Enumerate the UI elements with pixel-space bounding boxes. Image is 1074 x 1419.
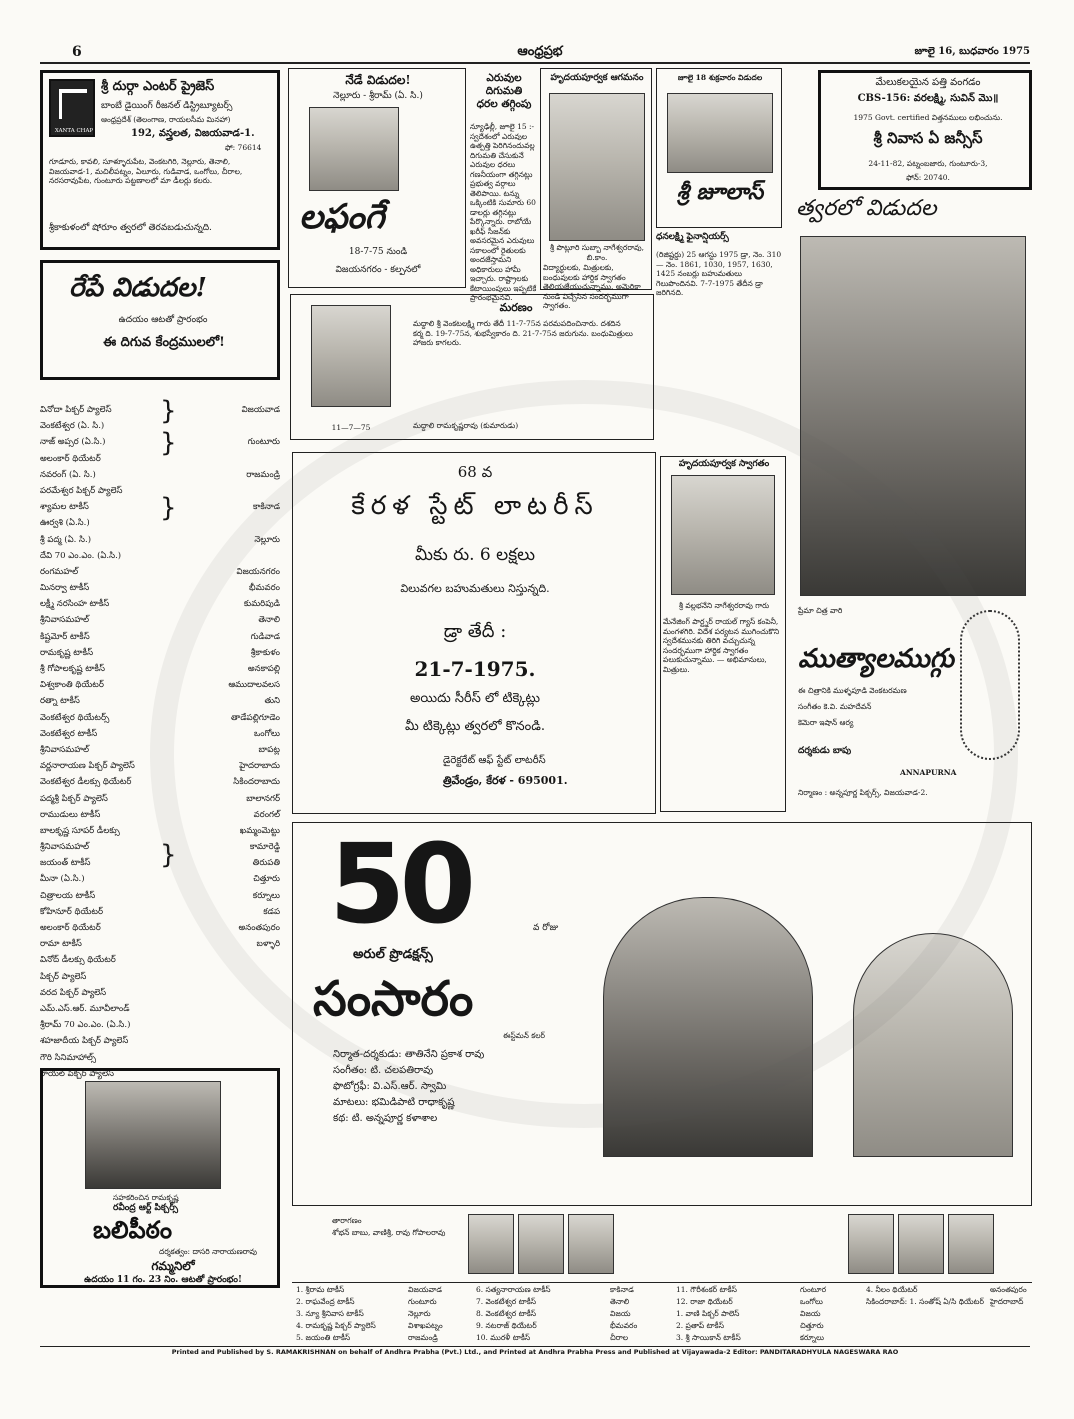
cbs-line3: 1975 Govt. certified విత్తనములు లభించును.	[853, 113, 1003, 122]
theatre-name: వెంకటేశ్వర టాకీస్	[40, 728, 98, 739]
maranam-ad	[290, 294, 654, 440]
balipeetham-title: బలిపీఠం	[93, 1215, 173, 1244]
theatre-name: కోహినూర్ థియేటర్	[40, 906, 104, 917]
theatre-city	[210, 1017, 280, 1033]
list-theatre: 10. మురళీ టాకీస్	[476, 1333, 531, 1342]
theatre-city: హైదరాబాదు	[239, 761, 280, 772]
theatre-city: గుడివాడ	[250, 631, 280, 642]
credit-line: ఫొటోగ్రఫీ: వి.ఎస్.ఆర్. స్వామి	[333, 1081, 447, 1092]
list-theatre: 9. నటరాజ్ థియేటర్	[476, 1321, 537, 1330]
cast-photo-3	[568, 1214, 614, 1274]
theatre-row	[40, 807, 280, 823]
list-city: గుంటూరు	[408, 1297, 437, 1306]
theatre-name: రామా టాకీస్	[40, 939, 82, 950]
samsaram-list-2	[476, 1284, 606, 1344]
list-theatre: 4. రామకృష్ణ పిక్చర్ ప్యాలెస్	[296, 1321, 376, 1330]
rekha-line1: ఉదయం ఆటతో ప్రారంభం	[118, 315, 208, 325]
theatre-row	[40, 742, 280, 758]
balipeetham-ad	[40, 1068, 280, 1288]
theatre-name: శ్రీరామ్ 70 ఎం.ఎం. (ఏ.సి.)	[40, 1020, 131, 1031]
credit-line: మాటలు: భమిడిపాటి రాధాకృష్ణ	[333, 1097, 455, 1108]
theatre-name: మినర్వా టాకీస్	[40, 583, 90, 594]
theatre-city	[210, 1050, 280, 1066]
swagatam-ad	[660, 456, 786, 812]
durga-footer: శ్రీకాకుళంలో షోరూం త్వరలో తెరవబడుచున్నది.	[49, 223, 212, 233]
list-city: అనంతపురం	[990, 1285, 1027, 1294]
mutyala-credits3: కెమెరా ఇషాన్ ఆర్య	[798, 718, 854, 727]
theatre-name: వర్ణనారాయణ పిక్చర్ ప్యాలెస్	[40, 761, 135, 772]
list-city: భీమవరం	[610, 1321, 638, 1330]
theatre-row	[40, 580, 280, 596]
rekha-title: రేపే విడుదల!	[69, 273, 207, 303]
theatre-name: వరద పిక్చర్ ప్యాలెస్	[40, 987, 107, 998]
lottery-draw-label: డ్రా తేదీ :	[443, 621, 507, 642]
theatre-row	[40, 467, 280, 483]
theatre-city: తాడేపల్లిగూడెం	[231, 712, 280, 723]
credit-line: నిర్మాత-దర్శకుడు: తాతినేని ప్రకాశ రావు	[333, 1049, 485, 1060]
theatre-row	[40, 758, 280, 774]
list-rule	[292, 1282, 1032, 1283]
cbs-line2: CBS-156: వరలక్ష్మి, సువిన్ మొ॥	[857, 93, 999, 104]
rekha-ad	[40, 260, 280, 380]
hrudaya-title: హృదయపూర్వక ఆగమనం	[550, 73, 644, 83]
maranam-title: మరణం	[499, 301, 533, 314]
theatre-city: నెల్లూరు	[254, 534, 280, 545]
theatre-row	[40, 596, 280, 612]
samsaram-couple-photo	[603, 897, 813, 1157]
cast-photo-6	[948, 1214, 994, 1274]
durga-subtitle: బాంబే డైయింగ్ రీజనల్ డిస్ట్రిబ్యూటర్స్	[101, 101, 233, 111]
list-theatre: సికిందరాబాద్: 1. సంతోష్ ఏ/సి థియేటర్	[866, 1297, 984, 1306]
theatre-city: విజయవాడ	[241, 405, 280, 415]
theatre-row	[40, 1050, 280, 1066]
theatre-city	[210, 515, 280, 531]
mutyala-director: దర్శకుడు బాపు	[798, 746, 852, 756]
theatre-name: చిత్రాలయ టాకీస్	[40, 890, 96, 901]
theatre-city	[210, 969, 280, 985]
balipeetham-banner: రవీంద్ర ఆర్ట్ పిక్చర్స్	[113, 1203, 179, 1213]
list-city: గుంటూర	[800, 1285, 827, 1294]
xanta-logo	[49, 79, 95, 137]
lottery-buy: మీ టిక్కెట్లు త్వరలో కొనండి.	[405, 719, 545, 734]
theatre-city: కామారెడ్డి	[249, 842, 280, 853]
list-theatre: 3. న్యూ శ్రీనివాస టాకీస్	[296, 1309, 364, 1318]
theatre-city: ఆముదాలవలస	[228, 680, 280, 691]
theatre-city: తెనాలి	[258, 615, 280, 626]
durga-address: 192, వస్త్రలత, విజయవాడ-1.	[131, 128, 255, 139]
lottery-number: 68 వ	[457, 463, 493, 481]
footer-imprint: Printed and Published by S. RAMAKRISHNAN on behalf of Andhra Prabha (Pvt.) Ltd., and Printed at Andhra Prabha Press and Published at Vijayawada-2 Editor: PANDITARADHYULA NAGESWARA RAO	[171, 1348, 899, 1356]
mutyala-film-title: ముత్యాలముగ్గు	[798, 644, 954, 674]
theatre-city	[210, 451, 280, 467]
maranam-caption: 11—7—75	[331, 423, 371, 432]
scale-icon	[59, 89, 87, 119]
durga-ad	[40, 70, 280, 250]
theatre-row	[40, 920, 280, 936]
list-theatre: 8. వెంకటేశ్వర టాకీస్	[476, 1309, 537, 1318]
theatre-row	[40, 904, 280, 920]
balipeetham-photo	[85, 1081, 221, 1189]
list-theatre: 2. ప్రతాప్ టాకీస్	[676, 1321, 724, 1330]
list-city: విశాఖపట్నం	[408, 1321, 443, 1330]
lottery-prize: మీకు రు. 6 లక్షలు	[415, 545, 535, 565]
credit-line: సంగీతం: టి. చలపతిరావు	[333, 1065, 434, 1076]
theatre-name: రత్నా టాకీస్	[40, 696, 80, 707]
theatre-city: బళ్ళారి	[256, 939, 280, 950]
theatre-name: వినోదా పిక్చర్ ప్యాలెస్	[40, 405, 112, 415]
lottery-ad	[292, 452, 656, 814]
lakshmi-body: (రిజిష్టర్డు) 25 ఆగస్టు 1975 డ్రా, నెం. 310 — నెం. 1861, 1030, 1957, 1630, 1425 నంబర్లు బహుమతులు గెలుపొందినవి. 7-7-1975 తేదీన డ్రా జరిగినది.	[656, 250, 782, 297]
theatre-name: దేవి 70 ఎం.ఎం. (ఏ.సి.)	[40, 550, 122, 561]
theatre-name: వినోద్ డీలక్సు థియేటర్	[40, 955, 116, 966]
nede-title: నేడే విడుదల!	[345, 73, 411, 87]
theatre-row	[40, 564, 280, 580]
theatre-name: శ్రీనివాసమహల్	[40, 744, 90, 755]
theatre-city	[210, 418, 280, 434]
theatre-row	[40, 612, 280, 628]
list-theatre: 2. రాఘవేంద్ర టాకీస్	[296, 1297, 355, 1306]
theatre-city: బాలానగర్	[246, 793, 280, 804]
theatre-city: అనంతపురం	[238, 923, 280, 933]
samsaram-color: ఈస్ట్‌మన్ కలర్	[503, 1031, 545, 1040]
theatre-city: ఖమ్మంమెట్టు	[239, 825, 280, 836]
samsaram-ad	[292, 822, 1032, 1206]
theatre-city: వరంగల్	[253, 809, 280, 820]
hrudaya-body: విద్యార్థులకు, మిత్రులకు, బంధువులకు హార్దిక స్వాగతం తెలియజేయుచున్నాము. అమెరికా నుండి విచ్చేసిన సందర్భముగా స్వాగతం.	[543, 263, 641, 310]
theatre-city	[210, 483, 280, 499]
theatre-name: లక్ష్మీ నరసింహ టాకీస్	[40, 599, 110, 610]
nede-photo	[309, 107, 399, 191]
xanta-logo-text: XANTA CHAP	[54, 128, 94, 134]
lottery-sign2: త్రివేండ్రం, కేరళ - 695001.	[443, 774, 568, 787]
theatre-city	[210, 1001, 280, 1017]
brace: }	[160, 428, 177, 458]
cast-photo-5	[898, 1214, 944, 1274]
list-theatre: 11. గౌరీశంకర్ టాకీస్	[676, 1285, 737, 1294]
theatre-name: జయంత్ టాకీస్	[40, 858, 91, 869]
list-city: విజయ	[610, 1309, 631, 1318]
theatre-city: శ్రీకాకుళం	[250, 647, 280, 658]
theatre-city: ఒంగోలు	[254, 728, 280, 739]
issue-date: జూలై 16, బుధవారం 1975	[914, 46, 1030, 57]
lottery-draw-date: 21-7-1975.	[414, 657, 536, 681]
theatre-name: మీనా (ఏ.సి.)	[40, 874, 85, 885]
list-city: చిత్తూరు	[800, 1321, 824, 1330]
lakshmi-ad	[656, 232, 782, 454]
mutyala-footer: నిర్మాణం : అన్నపూర్ణ పిక్చర్స్, విజయవాడ-2.	[798, 788, 928, 797]
theatre-name: ఊర్వశి (ఏ.సి.)	[40, 518, 90, 529]
rangoli-icon	[960, 610, 1020, 760]
mutyala-heading: త్వరలో విడుదల	[796, 196, 937, 221]
balipeetham-credits: దర్శకత్వం: దాసరి నారాయణరావు	[159, 1247, 258, 1256]
balipeetham-running: గమ్మనిలో	[151, 1259, 195, 1273]
list-city: విజయవాడ	[408, 1285, 442, 1294]
samsaram-credits	[333, 1047, 593, 1127]
cast-strip	[292, 1210, 1032, 1280]
theatre-city	[210, 952, 280, 968]
theatre-name: పద్మశ్రీ పిక్చర్ ప్యాలెస్	[40, 793, 108, 804]
cast-names: శోభన్ బాబు, వాణిశ్రీ, రావు గోపాలరావు	[332, 1228, 446, 1237]
theatre-city: చిత్తూరు	[253, 874, 280, 885]
theatre-row	[40, 823, 280, 839]
list-city: హైదరాబాద్	[990, 1297, 1024, 1306]
theatre-row	[40, 693, 280, 709]
theatre-row	[40, 1033, 280, 1049]
list-theatre: 1. వాణి పిక్చర్ పాలెస్	[676, 1309, 740, 1318]
theatre-row	[40, 969, 280, 985]
samsaram-number: 50	[329, 820, 471, 948]
balipeetham-credit: సహకరించిన రామకృష్ణ	[113, 1193, 179, 1202]
cbs-name: శ్రీ నివాస ఏ జన్సీస్	[873, 129, 983, 147]
theatre-name: నాజ్ అప్సర (ఏ.సి.)	[40, 437, 106, 448]
list-city: తెనాలి	[610, 1297, 630, 1306]
list-theatre: 7. వెంకటేశ్వర టాకీస్	[476, 1297, 537, 1306]
samsaram-cities-1	[408, 1284, 468, 1344]
eruvula-body: న్యూఢిల్లీ, జూలై 15 :- స్వదేశంలో ఎరువుల ఉత్పత్తి పెరిగినందువల్ల దిగుమతి చేసుకునే ఎరువుల ధరలు గణనీయంగా తగ్గినట్లు ప్రభుత్వ వర్గాలు తెలిపాయి. టన్ను ఒక్కింటికి సుమారు 60 డాలర్లు తగ్గినట్లు పేర్కొన్నారు. రాబోయే ఖరీఫ్ సీజన్‌కు అవసరమైన ఎరువులు సకాలంలో రైతులకు అందజేస్తామని అధికారులు హామీ ఇచ్చారు. రాష్ట్రాలకు కేటాయింపులు ఇప్పటికే ప్రారంభమైనవి.	[470, 122, 537, 302]
cbs-ad	[818, 70, 1032, 190]
samsaram-dance-photo	[853, 933, 1013, 1157]
mutyala-credits2: సంగీతం కె.వి. మహదేవన్	[798, 702, 872, 711]
theatre-row	[40, 677, 280, 693]
samsaram-cities-4	[990, 1284, 1034, 1308]
theatre-city	[210, 548, 280, 564]
list-theatre: 12. రాజా థియేటర్	[676, 1297, 733, 1306]
mutyala-photo	[800, 236, 1026, 596]
theatre-city	[210, 985, 280, 1001]
theatre-name: శ్యామల టాకీస్	[40, 502, 89, 513]
list-city: కాకినాడ	[610, 1285, 634, 1294]
mutyala-logo: ANNAPURNA	[900, 768, 957, 777]
footer-rule	[40, 1346, 1030, 1347]
theatre-row	[40, 645, 280, 661]
film18-top: జూలై 18 శుక్రవారం విడుదల	[677, 73, 763, 82]
film18-ad	[656, 68, 782, 228]
theatre-city	[210, 1033, 280, 1049]
theatre-name: విశ్వకాంతి థియేటర్	[40, 680, 104, 691]
list-city: చీరాల	[610, 1333, 629, 1342]
list-city: ఒంగోలు	[800, 1297, 823, 1306]
mutyala-credits1: ఈ చిత్రానికి ముళ్ళపూడి వెంకటరమణ	[798, 686, 907, 695]
theatre-city: అనకాపల్లి	[247, 664, 280, 674]
nede-footer1: 18-7-75 నుండి	[348, 247, 408, 257]
theatre-row	[40, 952, 280, 968]
samsaram-days: వ రోజు	[533, 923, 559, 933]
theatre-name: బాలకృష్ణ సూపర్ డీలక్సు	[40, 825, 120, 836]
page-number: 6	[72, 44, 82, 60]
film18-photo	[667, 93, 773, 173]
cbs-address: 24-11-82, పట్నంబజారు, గుంటూరు-3,	[868, 159, 988, 168]
nede-ad	[288, 68, 466, 288]
theatre-row	[40, 985, 280, 1001]
hrudaya-ad	[540, 68, 652, 310]
theatre-row	[40, 629, 280, 645]
lottery-series: అయిదు సీరీస్ లో టిక్కెట్లు	[409, 691, 541, 706]
mutyala-ad	[790, 196, 1032, 816]
list-city: విజయ	[800, 1309, 821, 1318]
hrudaya-caption: శ్రీ పొట్లూరి సుబ్బా నాగేశ్వరరావు, బి.కాం.	[550, 243, 644, 262]
theatre-name: అలంకార్ థియేటర్	[40, 453, 101, 464]
theatre-city: సికిందరాబాదు	[233, 777, 280, 788]
samsaram-banner: అరుల్ ప్రొడక్షన్స్	[353, 947, 433, 962]
maranam-body: మద్దాలి శ్రీ వెంకటలక్ష్మి గారు తేదీ 11-7-75న పరమపదించినారు. దశదిన కర్మ ది. 19-7-75న, శుభస్వీకారం ది. 21-7-75న జరుగును. బంధుమిత్రులు హాజరు కాగలరు.	[413, 319, 633, 347]
theatre-name: వెంకటేశ్వర (ఏ. సి.)	[40, 421, 105, 432]
nede-film-title: లఫంగే	[299, 197, 385, 237]
samsaram-list-1	[296, 1284, 406, 1344]
theatre-name: రంగమహల్	[40, 566, 79, 577]
theatre-city: బాపట్ల	[258, 744, 280, 755]
durga-phone: ఫో: 76614	[225, 143, 262, 152]
theatre-row	[40, 1017, 280, 1033]
film18-title: శ్రీ జూలాస్	[676, 179, 764, 205]
theatre-city: కర్నూలు	[252, 890, 280, 901]
theatre-name: శ్రీ పద్మ (ఏ. సి.)	[40, 534, 92, 545]
cast-photo-2	[518, 1214, 564, 1274]
theatre-city: గుంటూరు	[247, 437, 280, 448]
theatre-name: అలంకార్ థియేటర్	[40, 923, 101, 933]
theatre-name: రాయల్ పిక్చర్ ప్యాలెస్	[40, 1068, 114, 1079]
durga-body: గూడూరు, కావలి, సూళ్ళూరుపేట, వెంకటగిరి, నెల్లూరు, తెనాలి, విజయవాడ-1, మచిలీపట్నం, ఏలూరు, గుడివాడ, ఒంగోలు, చీరాల, నరసరావుపేట, గుంటూరు పట్టణాలలో మా డీలర్లు కలరు.	[49, 157, 243, 185]
hrudaya-photo	[549, 93, 645, 241]
list-city: కర్నూలు	[800, 1333, 825, 1342]
list-theatre: 4. నీలం థియేటర్	[866, 1285, 918, 1294]
list-city: నెల్లూరు	[408, 1309, 431, 1318]
theatre-name: శ్రీ గోపాలకృష్ణ టాకీస్	[40, 664, 105, 674]
swagatam-body: మేనేజింగ్ పార్ట్నర్ రాయల్ గ్యాస్ కంపెనీ, మంగళగిరి. విదేశ పర్యటన ముగించుకొని స్వదేశమునకు తిరిగి వచ్చుచున్న సందర్భముగా హార్దిక స్వాగతం పలుకుచున్నాము. — అభిమానులు, మిత్రులు.	[663, 617, 780, 674]
brace: }	[160, 840, 177, 870]
theatre-name: గౌరి సినిమాహాల్స్	[40, 1052, 97, 1063]
theatre-name: వెంకటేశ్వర డీలక్సు థియేటర్	[40, 777, 132, 788]
mutyala-studio: ప్రేమా చిత్ర వారి	[798, 606, 843, 615]
theatre-city: కుమరిపుడి	[243, 599, 280, 610]
list-theatre: 3. శ్రీ సాయికాన్ టాకీస్	[676, 1333, 741, 1342]
lakshmi-title: ధనలక్ష్మి ఫైనాన్షియర్స్	[656, 232, 729, 242]
brace: }	[160, 396, 177, 426]
theatre-name: పరమేశ్వర పిక్చర్ ప్యాలెస్	[40, 485, 123, 496]
theatre-city: కాకినాడ	[253, 502, 280, 513]
credit-line: కథ: టి. అన్నపూర్ణ కళాశాల	[333, 1113, 438, 1124]
nede-subtitle: నెల్లూరు - శ్రీరామ్ (ఏ. సి.)	[333, 91, 423, 101]
list-city: రాజమండ్రి	[408, 1333, 438, 1342]
maranam-footer: మద్దాలి రామకృష్ణరావు (కుమారుడు)	[413, 421, 519, 430]
header-rule	[40, 62, 1030, 64]
cast-photo-4	[848, 1214, 894, 1274]
theatre-row	[40, 888, 280, 904]
theatre-name: నవరంగ్ (ఏ. సి.)	[40, 469, 96, 480]
theatre-name: వెంకటేశ్వర థియేటర్స్	[40, 712, 110, 723]
theatre-row	[40, 1001, 280, 1017]
theatre-name: రాముడులు టాకీస్	[40, 809, 101, 820]
list-theatre: 6. సత్యనారాయణ టాకీస్	[476, 1285, 551, 1294]
theatre-name: శ్రీనివాసమహల్	[40, 842, 90, 853]
samsaram-title: సంసారం	[313, 971, 474, 1027]
theatre-name: పిక్చర్ ప్యాలెస్	[40, 971, 87, 982]
theatre-row	[40, 661, 280, 677]
theatre-row	[40, 774, 280, 790]
swagatam-title: హృదయపూర్వక స్వాగతం	[678, 459, 770, 469]
eruvula-title: ఎరువుల దిగుమతి	[485, 72, 523, 97]
masthead: ఆంధ్రప్రభ	[517, 44, 563, 59]
swagatam-photo	[671, 475, 775, 595]
lottery-title: కేరళ స్టేట్ లాటరీస్	[351, 491, 599, 521]
theatre-row	[40, 871, 280, 887]
theatre-city: విజయనగరం	[236, 566, 280, 577]
durga-title: శ్రీ దుర్గా ఎంటర్ ప్రైజెస్	[101, 79, 215, 94]
brace: }	[160, 493, 177, 523]
swagatam-caption: శ్రీ వల్లభనేని నాగేశ్వరరావు గారు	[678, 601, 770, 610]
eruvula-title2: ధరల తగ్గింపు	[476, 98, 532, 110]
nede-footer2: విజయనగరం - కల్పనలో	[335, 265, 421, 275]
rekha-line2: ఈ దిగువ కేంద్రములలో!	[103, 335, 225, 350]
cast-photo-1	[468, 1214, 514, 1274]
maranam-photo	[311, 305, 391, 407]
theatre-row	[40, 710, 280, 726]
list-theatre: 5. జయంతి టాకీస్	[296, 1333, 351, 1342]
theatre-city: తిరుపతి	[252, 858, 280, 869]
durga-region: ఆంధ్రప్రదేశ్ (తెలంగాణ, రాయలసీమ మినహా)	[101, 115, 231, 124]
theatre-city: రాజమండ్రి	[246, 469, 280, 480]
theatre-name: శహజాదీయ పిక్చర్ ప్యాలెస్	[40, 1036, 129, 1047]
samsaram-list-3	[676, 1284, 796, 1344]
cbs-line1: మేలుకలయైన పత్తి వంగడం	[875, 77, 981, 88]
theatre-row	[40, 791, 280, 807]
theatre-name: ఎమ్.ఎస్.ఆర్. మూవీలాండ్	[40, 1003, 130, 1014]
theatre-city: కడప	[263, 906, 280, 917]
theatre-city: తుని	[264, 696, 280, 707]
samsaram-cities-2	[610, 1284, 670, 1344]
balipeetham-footer: ఉదయం 11 గం. 23 నిం. ఆటతో ప్రారంభం!	[84, 1275, 242, 1285]
theatre-name: రామకృష్ణ టాకీస్	[40, 647, 94, 658]
theatre-city: భీమవరం	[249, 583, 280, 594]
theatre-row	[40, 548, 280, 564]
theatre-row	[40, 936, 280, 952]
theatre-name: కిష్టమోర్ టాకీస్	[40, 631, 90, 642]
cast-label: తారాగణం	[332, 1216, 362, 1225]
theatre-row	[40, 532, 280, 548]
theatre-row	[40, 726, 280, 742]
lottery-prize-sub: విలువగల బహుమతులు నిస్తున్నది.	[400, 582, 550, 595]
cbs-phone: ఫోన్: 20740.	[906, 173, 950, 182]
theatre-name: శ్రీనివాసమహల్	[40, 615, 90, 626]
list-theatre: 1. శ్రీరామ టాకీస్	[296, 1285, 345, 1294]
samsaram-cities-3	[800, 1284, 860, 1344]
samsaram-list-4	[866, 1284, 986, 1308]
lottery-sign1: డైరెక్టరేట్ ఆఫ్ స్టేట్ లాటరీస్	[443, 755, 546, 766]
